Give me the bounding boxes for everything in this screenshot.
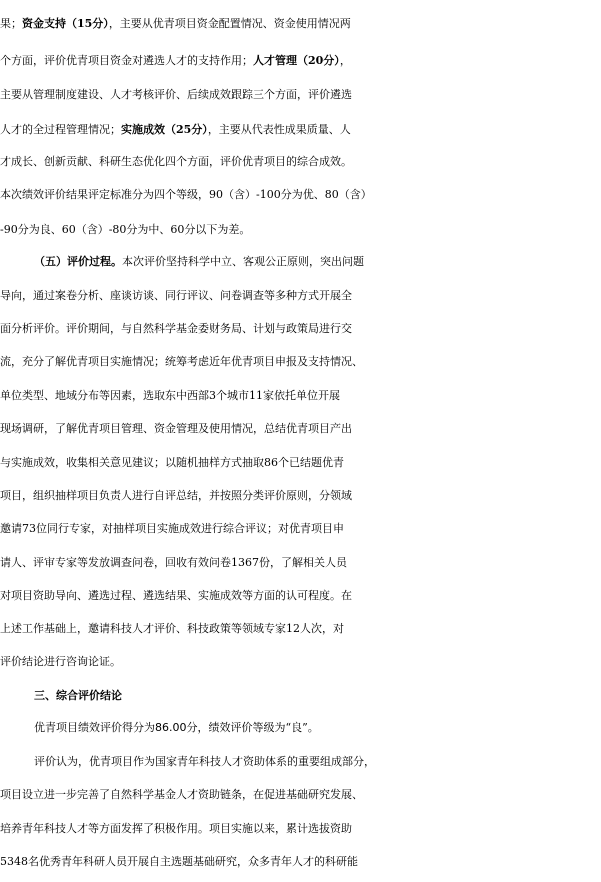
text-run: 项目，组织抽样项目负责人进行自评总结，并按照分类评价原则，分领域 xyxy=(0,489,352,502)
text-run: 分，绩效评价等级为“良”。 xyxy=(186,721,319,734)
section-heading: （五）评价过程。 xyxy=(34,255,122,268)
text-run: 本次绩效评价结果评定标准分为四个等级，90（含）-100分为优、80（含） xyxy=(0,188,372,201)
bold-heading: 资金支持（15分） xyxy=(22,17,109,30)
text-run: 5348名优秀青年科研人员开展自主选题基础研究，众多青年人才的科研能 xyxy=(0,855,358,868)
text-run: 人才的全过程管理情况； xyxy=(0,123,121,136)
bold-heading: 人才管理（20分） xyxy=(253,54,340,67)
text-line xyxy=(0,75,601,115)
text-run: 流，充分了解优青项目实施情况；统筹考虑近年优青项目申报及支持情况、 xyxy=(0,355,363,368)
text-run: -90分为良、60（含）-80分为中、60分以下为差。 xyxy=(0,223,251,236)
text-run: 评价认为，优青项目作为国家青年科技人才资助体系的重要组成部分， xyxy=(34,755,375,768)
text-run: 才成长、创新贡献、科研生态优化四个方面，评价优青项目的综合成效。 xyxy=(0,155,352,168)
text-run: 个方面，评价优青项目资金对遴选人才的支持作用； xyxy=(0,54,253,67)
text-run: 现场调研，了解优青项目管理、资金管理及使用情况，总结优青项目产出 xyxy=(0,422,352,435)
section-heading: 三、综合评价结论 xyxy=(34,689,122,702)
text-run: 面分析评价。评价期间，与自然科学基金委财务局、计划与政策局进行交 xyxy=(0,322,352,335)
score-value: 86.00 xyxy=(155,721,187,734)
text-run: 培养青年科技人才等方面发挥了积极作用。项目实施以来，累计选拔资助 xyxy=(0,822,352,835)
text-run: 单位类型、地域分布等因素，选取东中西部3个城市11家依托单位开展 xyxy=(0,389,340,402)
text-run: 对项目资助导向、遴选过程、遴选结果、实施成效等方面的认可程度。在 xyxy=(0,589,352,602)
text-run: 上述工作基础上，邀请科技人才评价、科技政策等领域专家12人次，对 xyxy=(0,622,344,635)
text-run: ， xyxy=(339,54,351,67)
text-run: ，主要从优青项目资金配置情况、资金使用情况两 xyxy=(108,17,351,30)
text-run: 项目设立进一步完善了自然科学基金人才资助链条，在促进基础研究发展、 xyxy=(0,788,363,801)
bold-heading: 实施成效（25分） xyxy=(121,123,208,136)
text-run: 导向，通过案卷分析、座谈访谈、同行评议、问卷调查等多种方式开展全 xyxy=(0,289,352,302)
text-run: 主要从管理制度建设、人才考核评价、后续成效跟踪三个方面，评价遴选 xyxy=(0,88,352,101)
text-line xyxy=(0,4,601,44)
text-run: 请人、评审专家等发放调查问卷，回收有效问卷1367份，了解相关人员 xyxy=(0,556,347,569)
text-run: 邀请73位同行专家，对抽样项目实施成效进行综合评议；对优青项目申 xyxy=(0,522,344,535)
text-run: 评价结论进行咨询论证。 xyxy=(0,655,121,668)
text-run: 与实施成效，收集相关意见建议；以随机抽样方式抽取86个已结题优青 xyxy=(0,456,344,469)
text-run: ，主要从代表性成果质量、人 xyxy=(207,123,351,136)
text-line xyxy=(0,175,601,215)
text-run: 果； xyxy=(0,17,22,30)
text-line xyxy=(0,842,601,882)
text-run: 优青项目绩效评价得分为 xyxy=(34,721,155,734)
text-run: 本次评价坚持科学中立、客观公正原则，突出问题 xyxy=(122,255,364,268)
